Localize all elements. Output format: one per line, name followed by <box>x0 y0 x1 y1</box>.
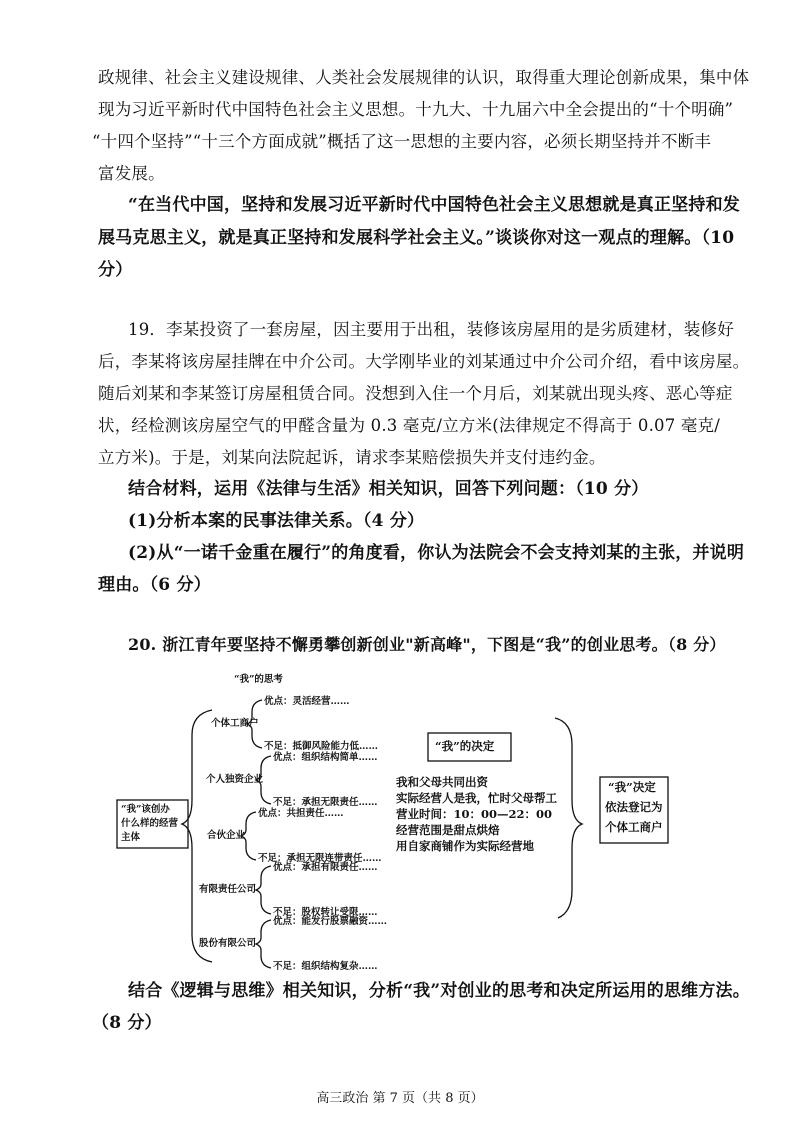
decision-line-5: 用自家商铺作为实际经营地 <box>396 839 534 853</box>
decision-line-2: 实际经营人是我，忙时父母帮工 <box>396 791 557 805</box>
q19-text-line-4: 状，经检测该房屋空气的甲醛含量为 0.3 毫克/立方米(法律规定不得高于 0.07 毫克/ <box>98 416 721 435</box>
q20-question-line-1: 结合《逻辑与思维》相关知识，分析“我”对创业的思考和决定所运用的思维方法。 <box>128 981 750 1001</box>
branch-pros-5: 优点：能发行股票融资…… <box>273 916 388 927</box>
branch-cons-3: 不足：承担无限连带责任…… <box>258 853 382 864</box>
branch-name-4: 有限责任公司 <box>199 884 257 895</box>
bracket-4 <box>256 866 271 914</box>
decision-line-3: 营业时间：10：00—22：00 <box>396 807 553 821</box>
right-bracket <box>555 718 582 918</box>
decision-title: “我”的决定 <box>435 739 495 753</box>
page-footer: 高三政治 第 7 页（共 8 页） <box>316 1091 484 1106</box>
result-line-1: “我”决定 <box>608 780 656 794</box>
q19-text-line-1: 19．李某投资了一套房屋，因主要用于出租，装修该房屋用的是劣质建材，装修好 <box>128 320 734 339</box>
q19-sub-question-1: (1)分析本案的民事法律关系。（4 分） <box>128 511 425 531</box>
branch-cons-5: 不足：组织结构复杂…… <box>273 961 378 972</box>
diagram-header: “我”的思考 <box>234 674 283 685</box>
branch-pros-3: 优点：共担责任…… <box>258 808 344 819</box>
branch-pros-1: 优点：灵活经营…… <box>264 696 350 707</box>
result-line-2: 依法登记为 <box>605 800 663 814</box>
root-line-3: 主体 <box>121 832 141 843</box>
branch-name-3: 合伙企业 <box>207 830 246 841</box>
branch-cons-4: 不足：股权转让受限…… <box>273 907 378 918</box>
root-line-2: 什么样的经营 <box>121 818 179 829</box>
root-line-1: “我”该创办 <box>121 804 170 815</box>
branch-cons-2: 不足：承担无限责任…… <box>273 797 378 808</box>
q18-question-line-1: “在当代中国，坚持和发展习近平新时代中国特色社会主义思想就是真正坚持和发 <box>128 195 740 215</box>
branch-name-1: 个体工商户 <box>211 718 259 729</box>
branch-pros-4: 优点：承担有限责任…… <box>273 862 378 873</box>
bracket-5 <box>256 920 271 968</box>
branch-name-5: 股份有限公司 <box>199 938 257 949</box>
q19-instruction: 结合材料，运用《法律与生活》相关知识，回答下列问题：（10 分） <box>128 479 649 499</box>
q18-question-line-3: 分） <box>98 260 133 280</box>
branch-pros-2: 优点：组织结构简单…… <box>273 752 378 763</box>
q18-text-line-2: 现为习近平新时代中国特色社会主义思想。十九大、十九届六中全会提出的“十个明确” <box>98 100 734 119</box>
decision-line-1: 我和父母共同出资 <box>396 775 488 789</box>
q19-sub-question-2-line-2: 理由。（6 分） <box>98 575 211 595</box>
q18-text-line-3: “十四个坚持”“十三个方面成就”概括了这一思想的主要内容，必须长期坚持并不断丰 <box>92 132 712 151</box>
result-line-3: 个体工商户 <box>605 820 663 834</box>
q18-text-line-1: 政规律、社会主义建设规律、人类社会发展规律的认识，取得重大理论创新成果，集中体 <box>98 68 750 87</box>
q20-question-line-2: （8 分） <box>92 1013 162 1033</box>
decision-line-4: 经营范围是甜点烘焙 <box>396 823 500 837</box>
q18-question-line-2: 展马克思主义，就是真正坚持和发展科学社会主义。”谈谈你对这一观点的理解。（10 <box>98 228 735 248</box>
q19-text-line-3: 随后刘某和李某签订房屋租赁合同。没想到入住一个月后，刘某就出现头疼、恶心等症 <box>98 384 733 403</box>
q19-sub-question-2-line-1: (2)从“一诺千金重在履行”的角度看，你认为法院会不会支持刘某的主张，并说明 <box>128 543 745 563</box>
q18-text-line-4: 富发展。 <box>98 164 165 183</box>
q20-stem: 20. 浙江青年要坚持不懈勇攀创新创业"新高峰"，下图是“我”的创业思考。（8 分） <box>128 635 726 654</box>
q19-text-line-5: 立方米)。于是，刘某向法院起诉，请求李某赔偿损失并支付违约金。 <box>98 448 606 467</box>
branch-name-2: 个人独资企业 <box>206 774 264 785</box>
q19-text-line-2: 后，李某将该房屋挂牌在中介公司。大学刚毕业的刘某通过中介公司介绍，看中该房屋。 <box>98 352 750 371</box>
branch-cons-1: 不足：抵御风险能力低…… <box>264 741 379 752</box>
